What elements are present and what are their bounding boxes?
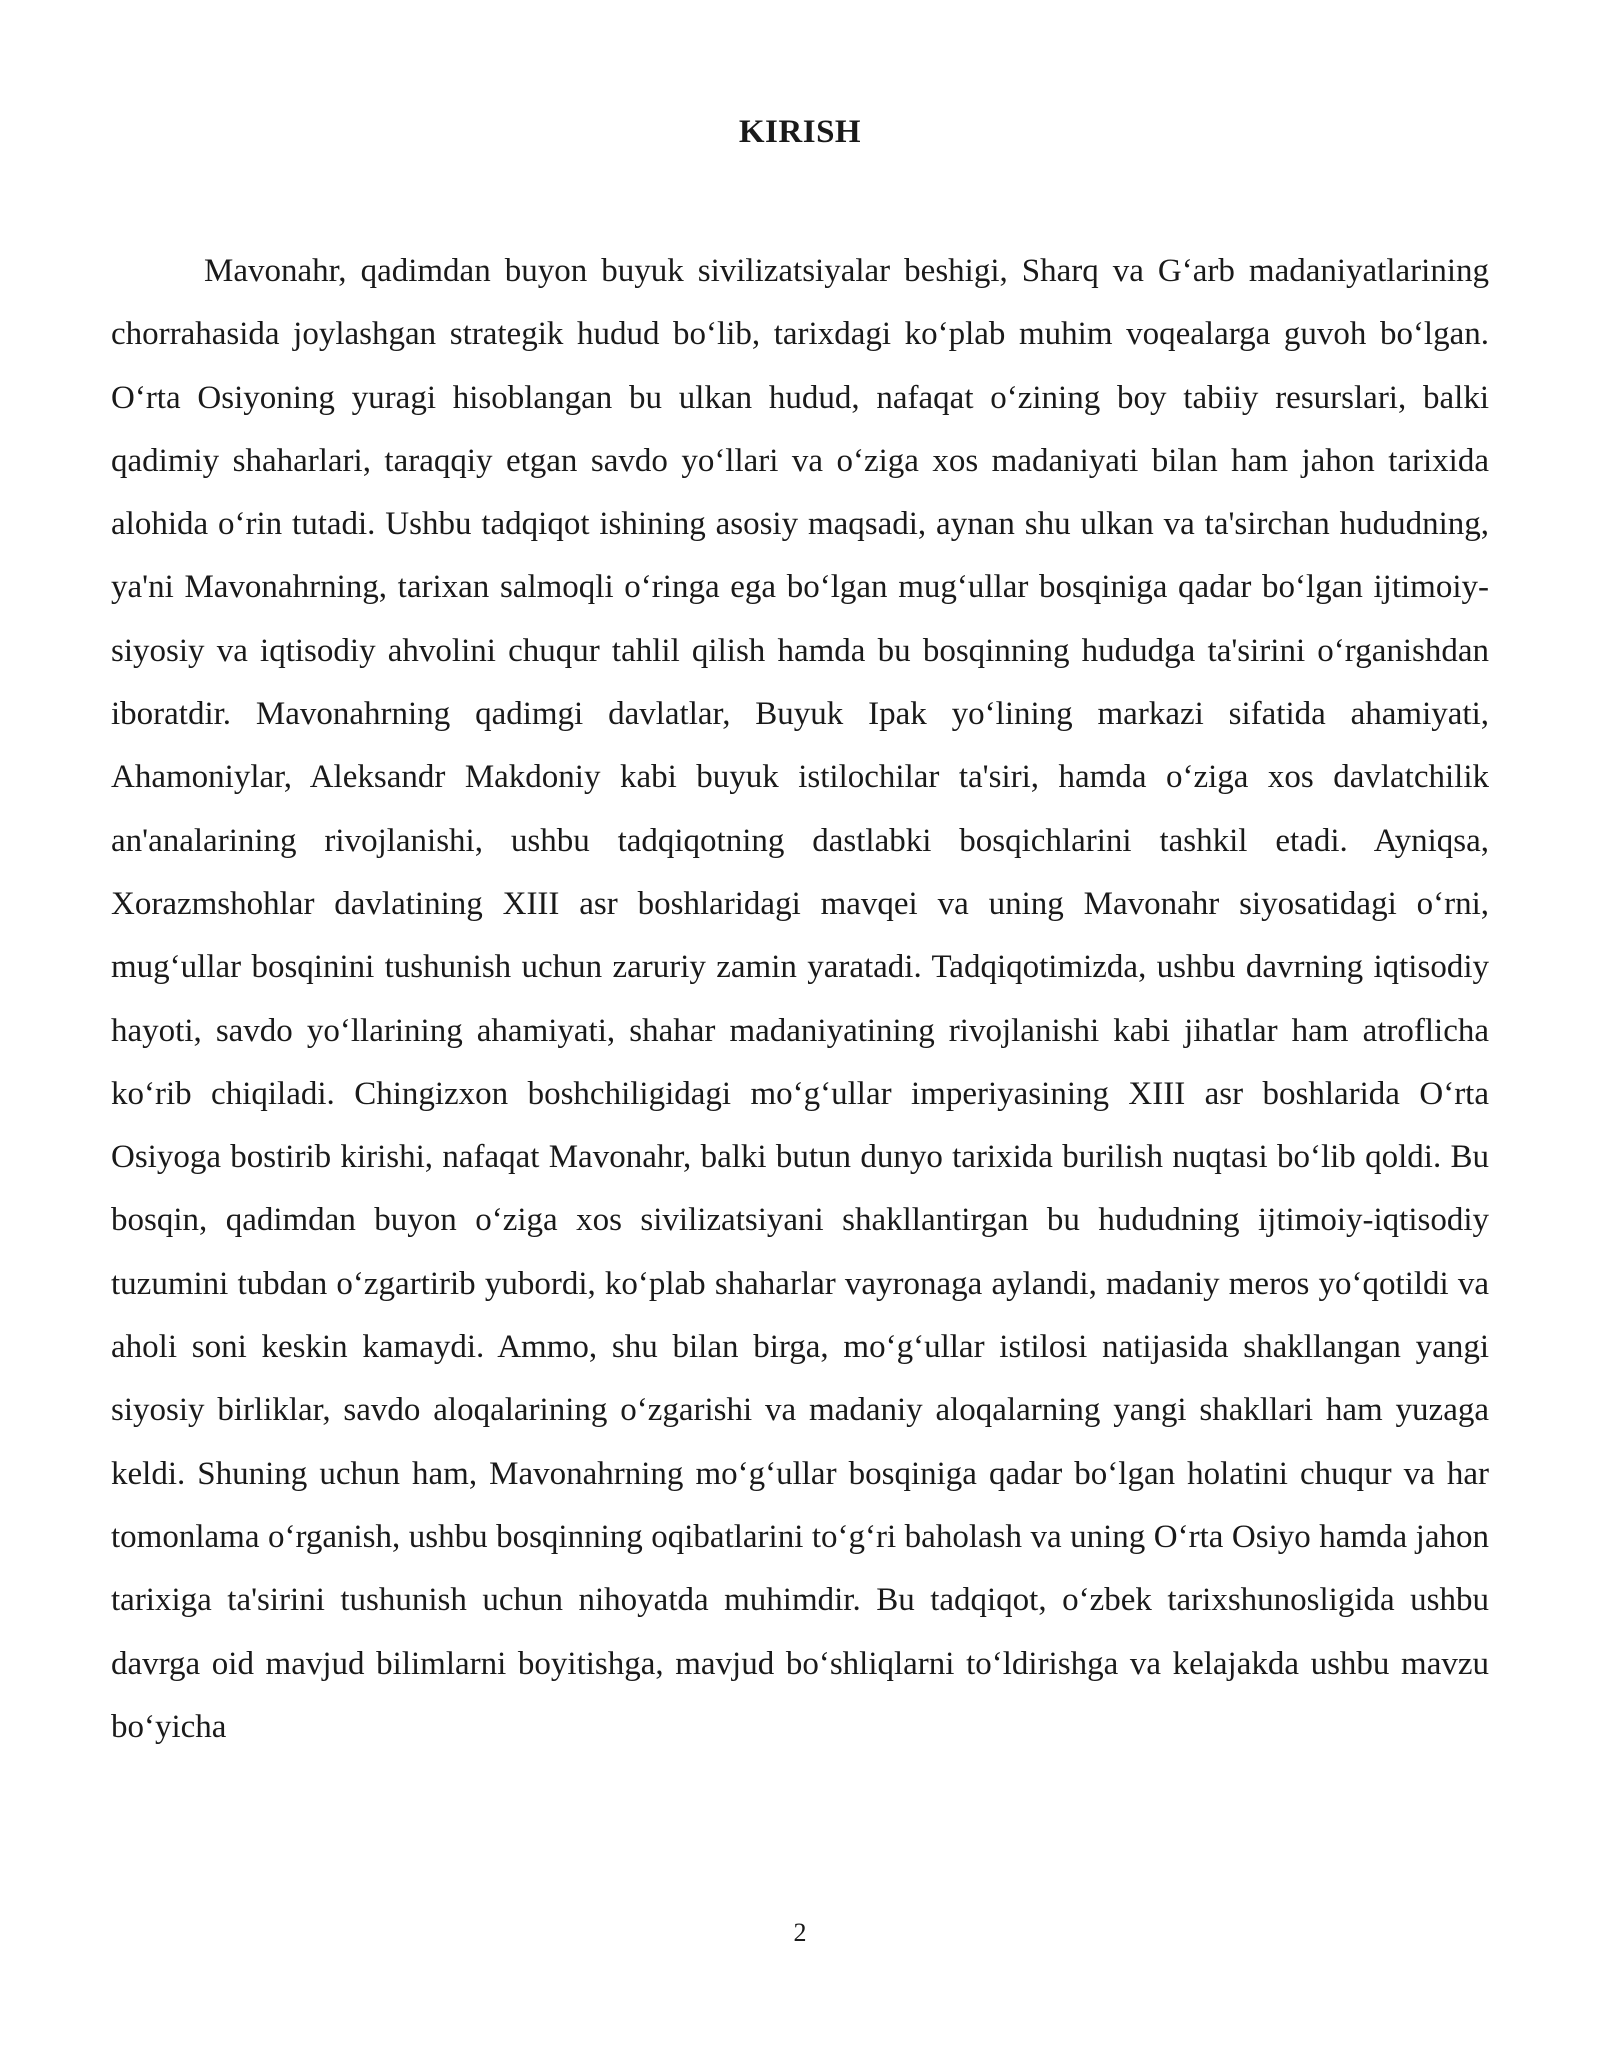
body-paragraph: Mavonahr, qadimdan buyon buyuk sivilizatsiyalar beshigi, Sharq va G‘arb madaniyatlarining chorrahasida joylashgan strategik hudud bo‘lib, tarixdagi ko‘plab muhim voqealarga guvoh bo‘lgan. O‘rta Osiyoning yuragi hisoblangan bu ulkan hudud, nafaqat o‘zining boy tabiiy resurslari, balki qadimiy shaharlari, taraqqiy etgan savdo yo‘llari va o‘ziga xos madaniyati bilan ham jahon tarixida alohida o‘rin tutadi. Ushbu tadqiqot ishining asosiy maqsadi, aynan shu ulkan va ta'sirchan hududning, ya'ni Mavonahrning, tarixan salmoqli o‘ringa ega bo‘lgan mug‘ullar bosqiniga qadar bo‘lgan ijtimoiy-siyosiy va iqtisodiy ahvolini chuqur tahlil qilish hamda bu bosqinning hududga ta'sirini o‘rganishdan iboratdir. Mavonahrning qadimgi davlatlar, Buyuk Ipak yo‘lining markazi sifatida ahamiyati, Ahamoniylar, Aleksandr Makdoniy kabi buyuk istilochilar ta'siri, hamda o‘ziga xos davlatchilik an'analarining rivojlanishi, ushbu tadqiqotning dastlabki bosqichlarini tashkil etadi. Ayniqsa, Xorazmshohlar davlatining XIII asr boshlaridagi mavqei va uning Mavonahr siyosatidagi o‘rni, mug‘ullar bosqinini tushunish uchun zaruriy zamin yaratadi. Tadqiqotimizda, ushbu davrning iqtisodiy hayoti, savdo yo‘llarining ahamiyati, shahar madaniyatining rivojlanishi kabi jihatlar ham atroflicha ko‘rib chiqiladi. Chingizxon boshchiligidagi mo‘g‘ullar imperiyasining XIII asr boshlarida O‘rta Osiyoga bostirib kirishi, nafaqat Mavonahr, balki butun dunyo tarixida burilish nuqtasi bo‘lib qoldi. Bu bosqin, qadimdan buyon o‘ziga xos sivilizatsiyani shakllantirgan bu hududning ijtimoiy-iqtisodiy tuzumini tubdan o‘zgartirib yubordi, ko‘plab shaharlar vayronaga aylandi, madaniy meros yo‘qotildi va aholi soni keskin kamaydi. Ammo, shu bilan birga, mo‘g‘ullar istilosi natijasida shakllangan yangi siyosiy birliklar, savdo aloqalarining o‘zgarishi va madaniy aloqalarning yangi shakllari ham yuzaga keldi. Shuning uchun ham, Mavonahrning mo‘g‘ullar bosqiniga qadar bo‘lgan holatini chuqur va har tomonlama o‘rganish, ushbu bosqinning oqibatlarini to‘g‘ri baholash va uning O‘rta Osiyo hamda jahon tarixiga ta'sirini tushunish uchun nihoyatda muhimdir. Bu tadqiqot, o‘zbek tarixshunosligida ushbu davrga oid mavjud bilimlarni boyitishga, mavjud bo‘shliqlarni to‘ldirishga va kelajakda ushbu mavzu bo‘yicha [111,253,1489,1745]
page-heading: KIRISH [738,114,862,150]
page-number: 2 [793,1918,807,1947]
